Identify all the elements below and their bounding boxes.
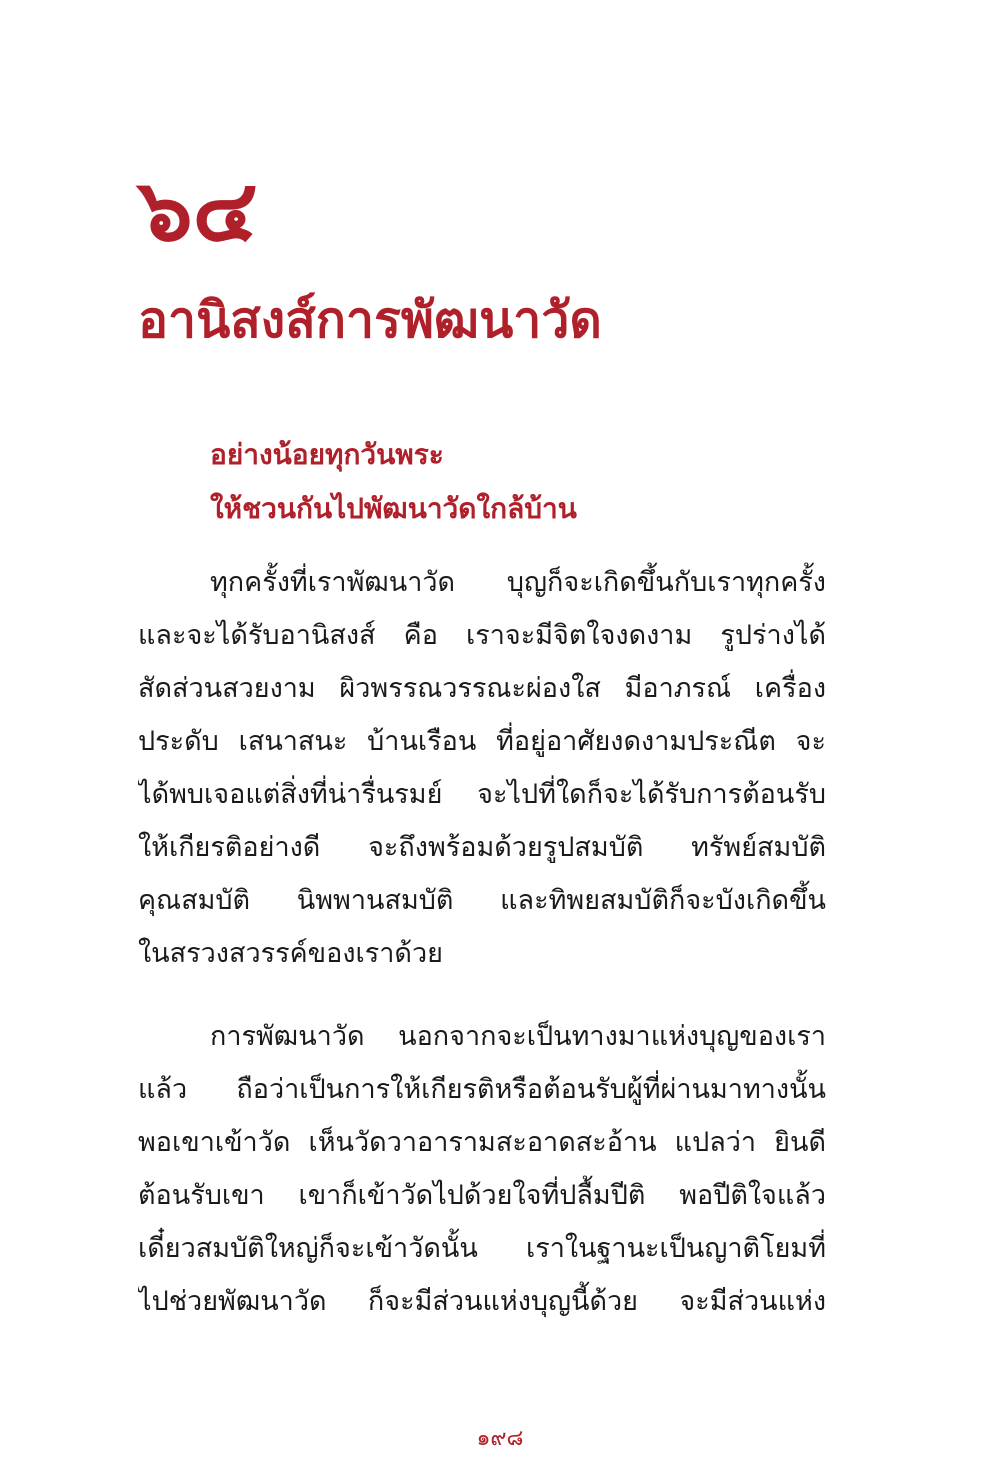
paragraph-line: ประดับ เสนาสนะ บ้านเรือน ที่อยู่อาศัยงดงามประณีต จะ xyxy=(138,726,826,757)
paragraph-1 xyxy=(138,556,826,980)
chapter-number: ๖๔ xyxy=(138,160,258,261)
paragraph-2 xyxy=(138,1010,826,1328)
chapter-subtitle xyxy=(210,428,577,536)
paragraph-line: การพัฒนาวัด นอกจากจะเป็นทางมาแห่งบุญของเรา xyxy=(210,1021,826,1052)
paragraph-line: ทุกครั้งที่เราพัฒนาวัด บุญก็จะเกิดขึ้นกับเราทุกครั้ง xyxy=(210,567,826,598)
paragraph-line: เดี๋ยวสมบัติใหญ่ก็จะเข้าวัดนั้น เราในฐานะเป็นญาติโยมที่ xyxy=(138,1233,826,1264)
paragraph-line: ต้อนรับเขา เขาก็เข้าวัดไปด้วยใจที่ปลื้มปีติ พอปีติใจแล้ว xyxy=(138,1180,826,1211)
paragraph-line: แล้ว ถือว่าเป็นการให้เกียรติหรือต้อนรับผู้ที่ผ่านมาทางนั้น xyxy=(138,1074,826,1105)
subtitle-line: ให้ชวนกันไปพัฒนาวัดใกล้บ้าน xyxy=(210,492,577,525)
subtitle-line: อย่างน้อยทุกวันพระ xyxy=(210,438,444,471)
paragraph-line: สัดส่วนสวยงาม ผิวพรรณวรรณะผ่องใส มีอาภรณ์ เครื่อง xyxy=(138,673,826,704)
paragraph-line: ให้เกียรติอย่างดี จะถึงพร้อมด้วยรูปสมบัติ ทรัพย์สมบัติ xyxy=(138,832,826,863)
paragraph-line: พอเขาเข้าวัด เห็นวัดวาอารามสะอาดสะอ้าน แปลว่า ยินดี xyxy=(138,1127,826,1158)
paragraph-line: คุณสมบัติ นิพพานสมบัติ และทิพยสมบัติก็จะบังเกิดขึ้น xyxy=(138,885,826,916)
page-number: ๑๙๘ xyxy=(476,1426,524,1451)
paragraph-line: ไปช่วยพัฒนาวัด ก็จะมีส่วนแห่งบุญนี้ด้วย จะมีส่วนแห่ง xyxy=(138,1286,826,1317)
paragraph-line: ได้พบเจอแต่สิ่งที่น่ารื่นรมย์ จะไปที่ใดก็จะได้รับการต้อนรับ xyxy=(138,779,826,810)
paragraph-line: ในสรวงสวรรค์ของเราด้วย xyxy=(138,938,443,969)
paragraph-line: และจะได้รับอานิสงส์ คือ เราจะมีจิตใจงดงาม รูปร่างได้ xyxy=(138,620,826,651)
chapter-title: อานิสงส์การพัฒนาวัด xyxy=(138,290,602,349)
